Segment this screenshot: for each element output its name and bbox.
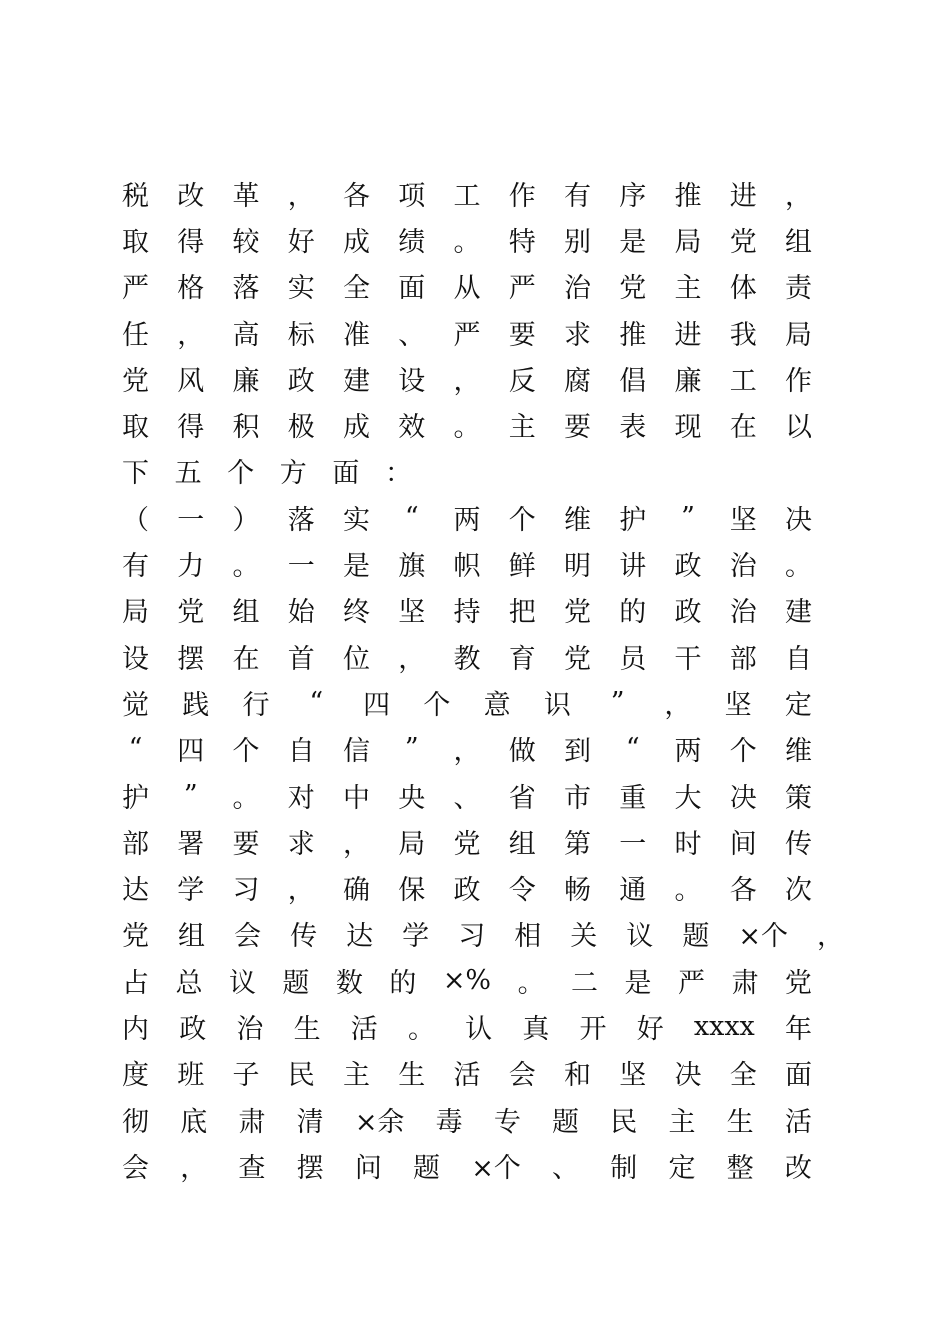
text-line: 局 党 组 始 终 坚 持 把 党 的 政 治 建: [122, 597, 812, 629]
text-line: 达 学 习 ， 确 保 政 令 畅 通 。 各 次: [122, 875, 812, 907]
text-line: 严 格 落 实 全 面 从 严 治 党 主 体 责: [122, 273, 812, 305]
text-line: 任 ， 高 标 准 、 严 要 求 推 进 我 局: [122, 319, 812, 351]
text-line: 会 ， 查 摆 问 题 ×个 、 制 定 整 改: [122, 1152, 812, 1184]
text-line: 党 风 廉 政 建 设 ， 反 腐 倡 廉 工 作: [122, 365, 812, 397]
text-line: 觉 践 行 “ 四 个 意 识 ” ， 坚 定: [122, 686, 812, 721]
text-line: 彻 底 肃 清 ×余 毒 专 题 民 主 生 活: [122, 1106, 812, 1138]
text-line: 有 力 。 一 是 旗 帜 鲜 明 讲 政 治 。: [122, 551, 812, 583]
text-line: “ 四 个 自 信 ” ， 做 到 “ 两 个 维: [128, 733, 812, 768]
text-line: 下 五 个 方 面 ：: [122, 458, 412, 490]
text-line: 护 ” 。 对 中 央 、 省 市 重 大 决 策: [122, 779, 812, 814]
text-line: 取 得 积 极 成 效 。 主 要 表 现 在 以: [122, 412, 812, 444]
text-line: 设 摆 在 首 位 ， 教 育 党 员 干 部 自: [122, 643, 812, 675]
text-line: 取 得 较 好 成 绩 。 特 别 是 局 党 组: [122, 226, 812, 258]
text-line: 部 署 要 求 ， 局 党 组 第 一 时 间 传: [122, 828, 812, 860]
text-line: 税 改 革 ， 各 项 工 作 有 序 推 进 ，: [122, 180, 812, 212]
text-line: （ 一 ） 落 实 “ 两 个 维 护 ” 坚 决: [122, 501, 812, 536]
text-line: 党 组 会 传 达 学 习 相 关 议 题 ×个 ，: [122, 921, 844, 953]
text-line: 内 政 治 生 活 。 认 真 开 好 xxxx 年: [122, 1010, 812, 1045]
text-line: 度 班 子 民 主 生 活 会 和 坚 决 全 面: [122, 1060, 812, 1092]
body-text: [122, 170, 844, 1189]
text-line: 占 总 议 题 数 的 ×% 。 二 是 严 肃 党: [122, 964, 812, 999]
